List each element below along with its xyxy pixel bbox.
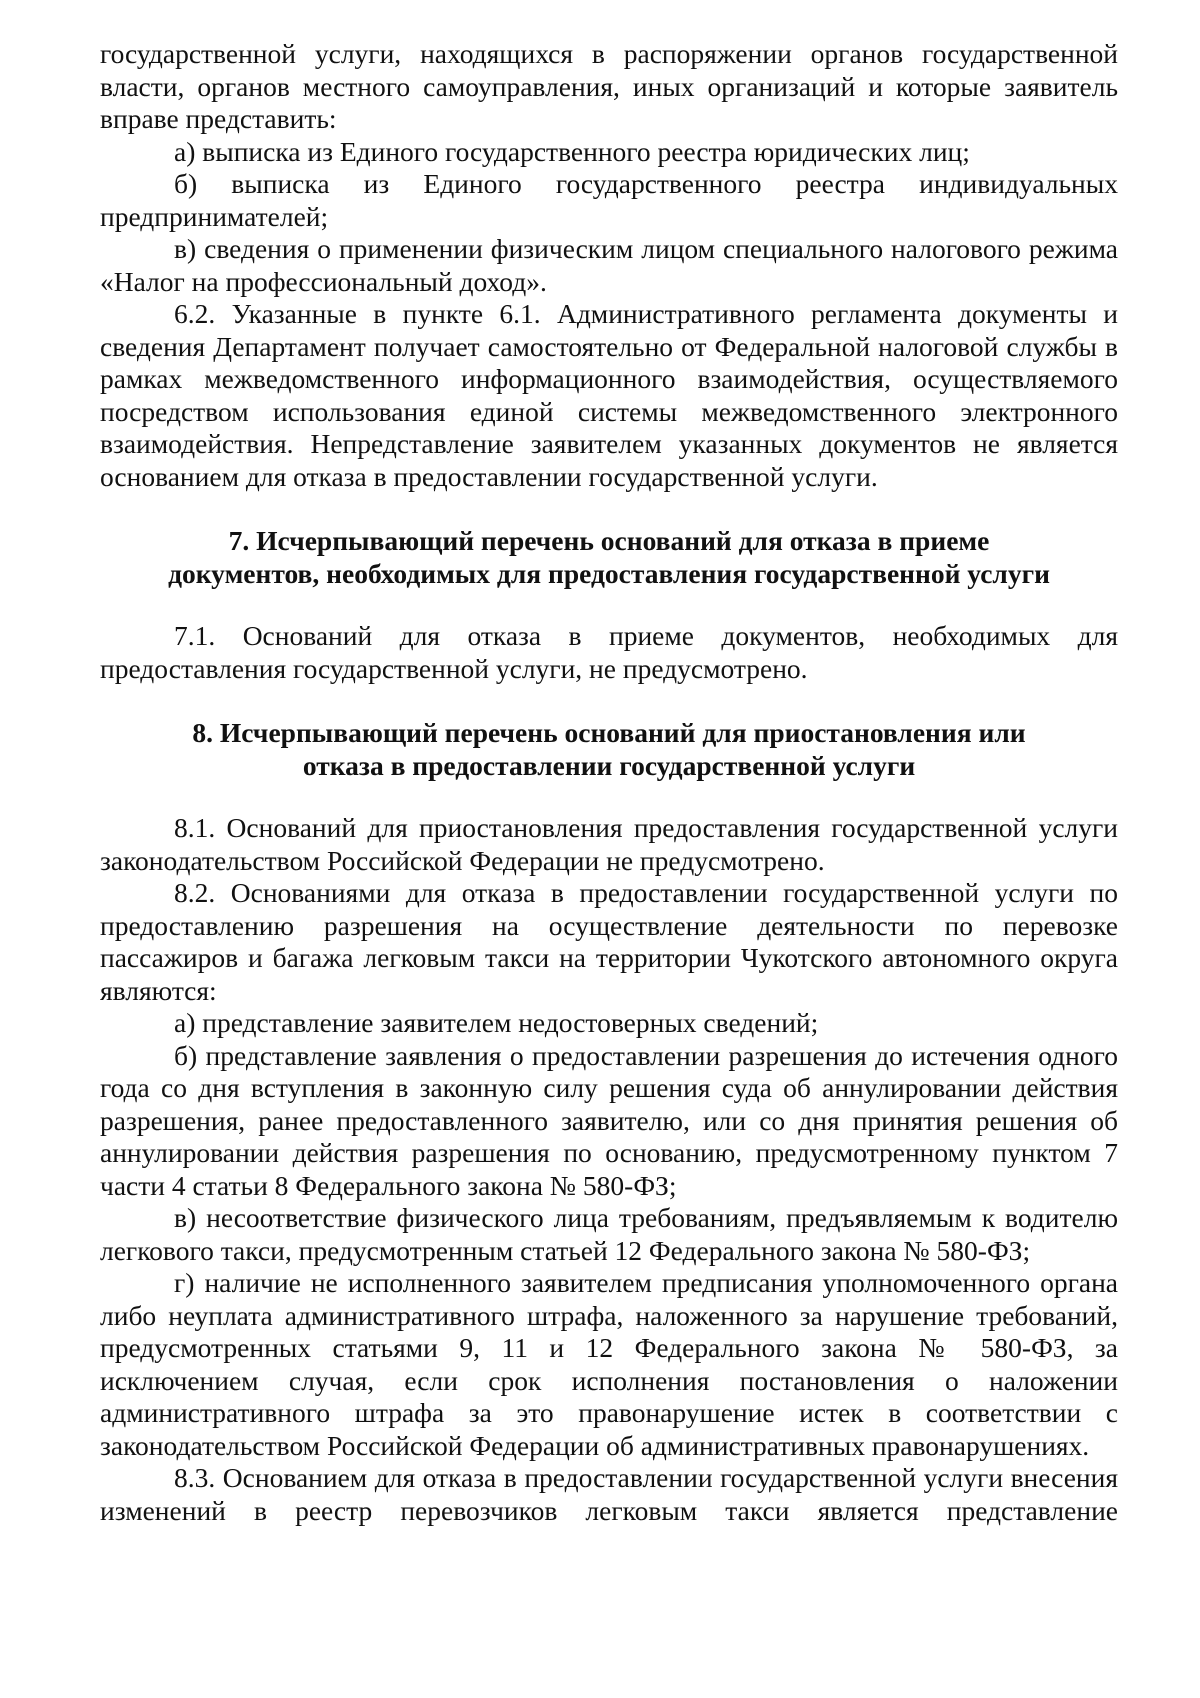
section-7-heading-line-1: 7. Исчерпывающий перечень оснований для отказа в приеме xyxy=(228,525,990,556)
paragraph-8-3: 8.3. Основанием для отказа в предоставлении государственной услуги внесения изменений в реестр перевозчиков легковым такси является представление xyxy=(100,1462,1118,1526)
paragraph-7-1: 7.1. Оснований для отказа в приеме документов, необходимых для предоставления государственной услуги, не предусмотрено. xyxy=(100,620,1118,684)
spacer xyxy=(100,493,1118,525)
document-page xyxy=(100,38,1118,1527)
paragraph-8-1: 8.1. Оснований для приостановления предоставления государственной услуги законодательством Российской Федерации не предусмотрено. xyxy=(100,812,1118,876)
section-8-heading-line-2: отказа в предоставлении государственной услуги xyxy=(302,749,916,781)
section-8-heading xyxy=(100,717,1118,782)
paragraph-6-2: 6.2. Указанные в пункте 6.1. Административного регламента документы и сведения Департамент получает самостоятельно от Федеральной налоговой службы в рамках межведомственного информационного взаимодействия, осуществляемого посредством использования единой системы межведомственного электронного взаимодействия. Непредставление заявителем указанных документов не является основанием для отказа в предоставлении государственной услуги. xyxy=(100,298,1118,492)
paragraph-6-1-a: а) выписка из Единого государственного реестра юридических лиц; xyxy=(174,135,970,167)
paragraph-8-2-g: г) наличие не исполненного заявителем предписания уполномоченного органа либо неуплата административного штрафа, наложенного за нарушение требований, предусмотренных статьями 9, 11 и 12 Федерального закона № 580-ФЗ, за исключением случая, если срок исполнения постановления о наложении административного штрафа за это правонарушение истек в соответствии с законодательством Российской Федерации об административных правонарушениях. xyxy=(100,1267,1118,1461)
section-8-heading-line-1: 8. Исчерпывающий перечень оснований для приостановления или xyxy=(192,717,1026,748)
section-7-heading-line-2: документов, необходимых для предоставления государственной услуги xyxy=(168,557,1050,589)
spacer xyxy=(100,685,1118,717)
paragraph-8-2-b: б) представление заявления о предоставлении разрешения до истечения одного года со дня вступления в законную силу решения суда об аннулировании действия разрешения, ранее предоставленного заявителю, или со дня принятия решения об аннулировании действия разрешения по основанию, предусмотренному пунктом 7 части 4 статьи 8 Федерального закона № 580-ФЗ; xyxy=(100,1039,1118,1201)
spacer xyxy=(100,782,1118,812)
section-7-heading xyxy=(100,525,1118,590)
paragraph-8-2-a: а) представление заявителем недостоверных сведений; xyxy=(174,1007,819,1038)
paragraph-intro: государственной услуги, находящихся в распоряжении органов государственной власти, органов местного самоуправления, иных организаций и которые заявитель вправе представить: xyxy=(100,38,1118,134)
spacer xyxy=(100,590,1118,620)
paragraph-8-2-v: в) несоответствие физического лица требованиям, предъявляемым к водителю легкового такси, предусмотренным статьей 12 Федерального закона № 580-ФЗ; xyxy=(100,1202,1118,1266)
paragraph-8-2: 8.2. Основаниями для отказа в предоставлении государственной услуги по предоставлению разрешения на осуществление деятельности по перевозке пассажиров и багажа легковым такси на территории Чукотского автономного округа являются: xyxy=(100,877,1118,1006)
paragraph-6-1-b: б) выписка из Единого государственного реестра индивидуальных предпринимателей; xyxy=(100,168,1118,232)
paragraph-6-1-v: в) сведения о применении физическим лицом специального налогового режима «Налог на профессиональный доход». xyxy=(100,233,1118,297)
